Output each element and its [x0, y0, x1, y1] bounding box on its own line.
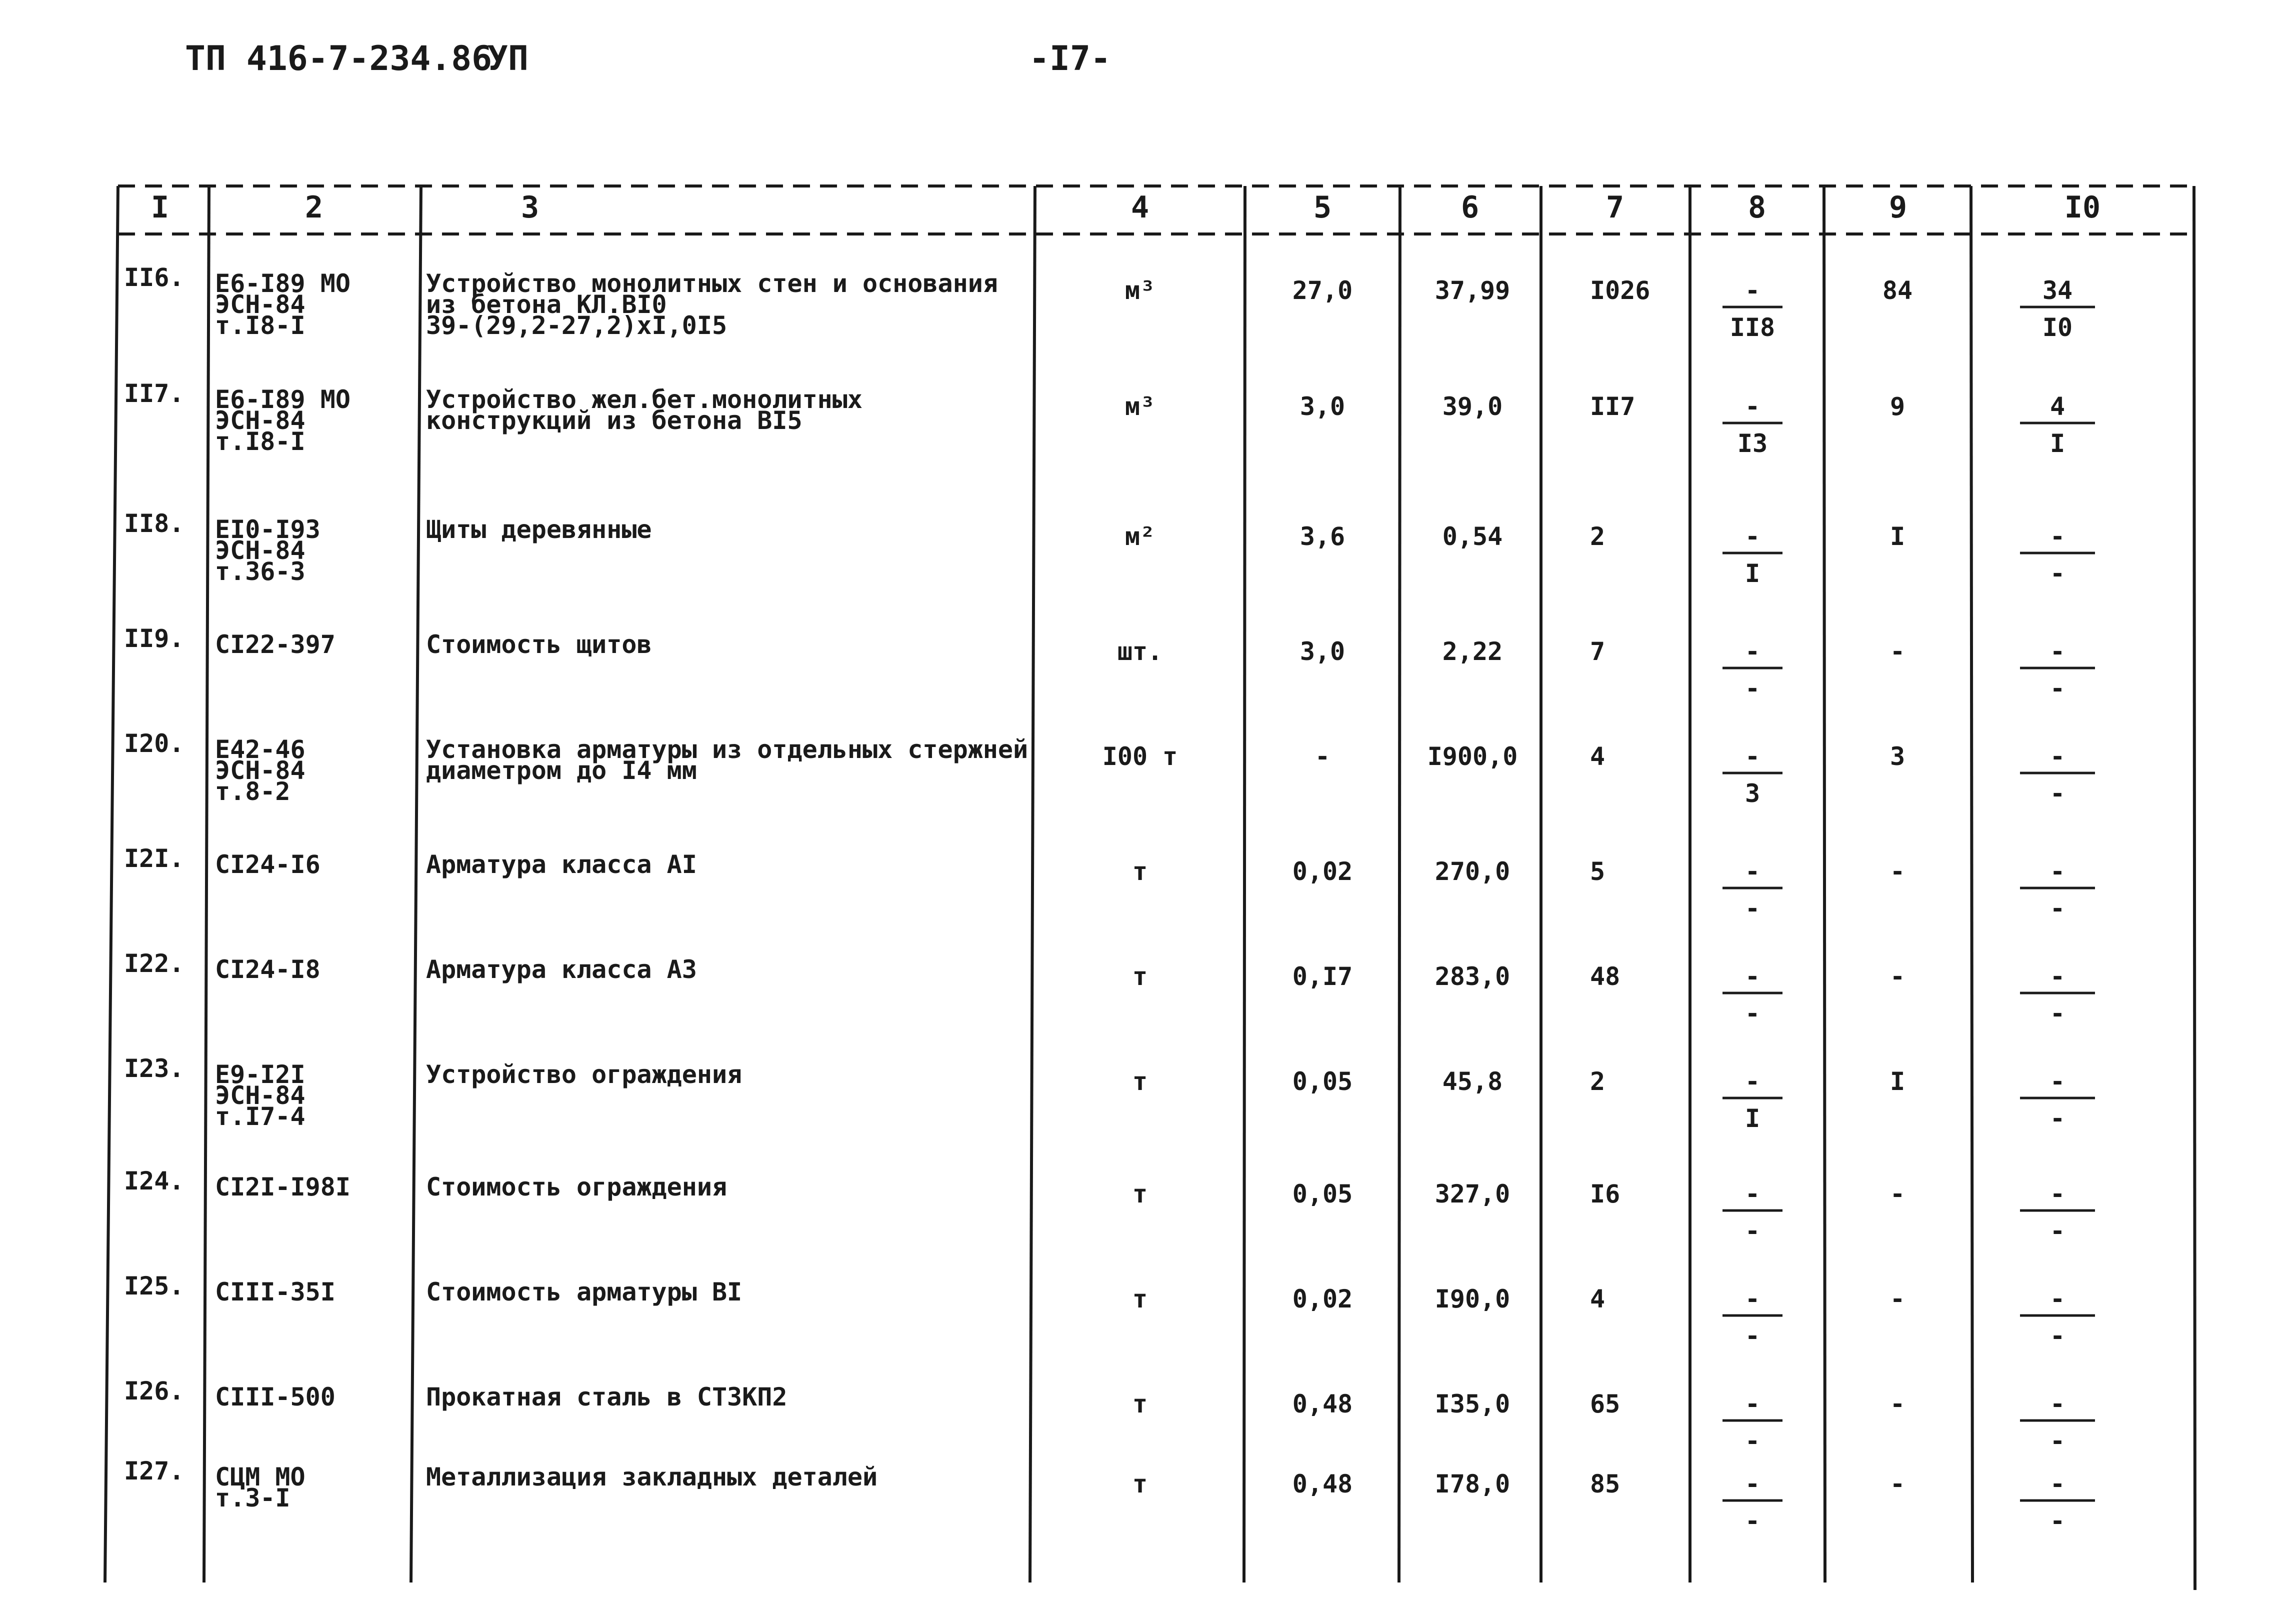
fraction-numerator: - — [2050, 1284, 2066, 1314]
column-8-fraction — [1722, 276, 1782, 342]
unit-price-cell: I35,0 — [1434, 1390, 1510, 1418]
column-10-fraction — [2020, 1470, 2095, 1536]
table-row — [124, 949, 2095, 1028]
work-name-line: Прокатная сталь в СТ3КП2 — [426, 1382, 788, 1412]
work-name-line: конструкций из бетона ВI5 — [426, 406, 802, 435]
column-8-fraction — [1722, 962, 1782, 1028]
total-cost-cell: 7 — [1590, 637, 1606, 666]
column-9-cell: - — [1890, 1390, 1906, 1418]
row-number: I26. — [124, 1376, 184, 1406]
fraction-denominator: 3 — [1744, 779, 1760, 808]
fraction-numerator: - — [1744, 1284, 1760, 1314]
fraction-denominator: I3 — [1737, 429, 1768, 458]
column-9-cell: - — [1890, 962, 1906, 991]
work-name-line: Стоимость щитов — [426, 630, 652, 659]
column-10-fraction — [2020, 522, 2095, 588]
column-10-fraction — [2020, 392, 2095, 458]
unit-price-cell: 270,0 — [1434, 857, 1510, 886]
column-number: 2 — [304, 190, 324, 225]
document-code: ТП 416-7-234.86 — [185, 39, 492, 78]
unit-price-cell: 2,22 — [1442, 637, 1503, 666]
column-number: I — [150, 190, 170, 225]
fraction-denominator: - — [2050, 559, 2066, 588]
unit-cell: м² — [1124, 522, 1156, 551]
unit-cell: т — [1132, 1284, 1148, 1314]
total-cost-cell: 48 — [1590, 962, 1620, 991]
unit-price-cell: 45,8 — [1442, 1067, 1503, 1096]
column-9-cell: - — [1890, 1284, 1906, 1314]
total-cost-cell: 85 — [1590, 1470, 1620, 1498]
unit-cell: т — [1132, 1470, 1148, 1498]
fraction-denominator: - — [2050, 674, 2066, 703]
column-number: 7 — [1606, 190, 1624, 225]
work-name-line: диаметром до I4 мм — [426, 756, 697, 785]
quantity-cell: 3,0 — [1300, 637, 1346, 666]
norm-code-line: т.36-3 — [215, 557, 306, 586]
unit-price-cell: I78,0 — [1434, 1470, 1510, 1498]
column-border — [105, 186, 118, 1582]
row-number: II9. — [124, 624, 184, 653]
unit-cell: м³ — [1124, 276, 1156, 305]
column-9-cell: 3 — [1890, 742, 1906, 771]
column-8-fraction — [1722, 1180, 1782, 1246]
album-number: УП — [488, 39, 528, 78]
norm-code-line: Е42-46 — [215, 735, 306, 764]
table-row — [124, 729, 2095, 808]
column-9-cell: - — [1890, 637, 1906, 666]
total-cost-cell: 2 — [1590, 1067, 1606, 1096]
row-number: I23. — [124, 1054, 184, 1083]
quantity-cell: 0,48 — [1292, 1470, 1353, 1498]
column-8-fraction — [1722, 857, 1782, 923]
row-number: I22. — [124, 949, 184, 978]
column-8-fraction — [1722, 1067, 1782, 1133]
quantity-cell: 0,48 — [1292, 1390, 1353, 1418]
unit-cell: т — [1132, 1180, 1148, 1208]
row-number: I27. — [124, 1456, 184, 1486]
column-10-fraction — [2020, 742, 2095, 808]
column-8-fraction — [1722, 637, 1782, 703]
fraction-denominator: - — [1744, 1506, 1760, 1536]
unit-price-cell: I900,0 — [1427, 742, 1518, 771]
column-9-cell: I — [1890, 522, 1906, 551]
norm-code-line: СI2I-I98I — [215, 1172, 350, 1202]
fraction-numerator: - — [1744, 392, 1760, 421]
unit-cell: I00 т — [1102, 742, 1178, 771]
fraction-denominator: - — [1744, 1426, 1760, 1456]
unit-cell: т — [1132, 1067, 1148, 1096]
fraction-denominator: - — [2050, 779, 2066, 808]
quantity-cell: 0,I7 — [1292, 962, 1353, 991]
unit-price-cell: I90,0 — [1434, 1284, 1510, 1314]
work-name-line: 39-(29,2-27,2)хI,0I5 — [426, 311, 728, 340]
column-number: 5 — [1313, 190, 1332, 225]
column-10-fraction — [2020, 1390, 2095, 1456]
fraction-denominator: - — [2050, 1426, 2066, 1456]
work-name-line: Устройство жел.бет.монолитных — [426, 385, 862, 414]
unit-cell: т — [1132, 1390, 1148, 1418]
table-row — [124, 624, 2095, 703]
column-9-cell: - — [1890, 857, 1906, 886]
fraction-numerator: - — [1744, 1067, 1760, 1096]
quantity-cell: 27,0 — [1292, 276, 1353, 305]
fraction-numerator: - — [1744, 1180, 1760, 1208]
norm-code-line: Е6-I89 МО — [215, 269, 350, 298]
fraction-numerator: - — [2050, 637, 2066, 666]
column-8-fraction — [1722, 522, 1782, 588]
work-name-line: Арматура класса А3 — [426, 955, 697, 984]
norm-code-line: СI24-I8 — [215, 955, 320, 984]
column-10-fraction — [2020, 1284, 2095, 1350]
quantity-cell: - — [1314, 742, 1330, 771]
fraction-numerator: 34 — [2042, 276, 2073, 305]
row-number: I24. — [124, 1166, 184, 1196]
fraction-numerator: - — [2050, 522, 2066, 551]
row-number: I25. — [124, 1272, 184, 1300]
work-name-line: Устройство монолитных стен и основания — [426, 269, 998, 298]
fraction-denominator: - — [2050, 894, 2066, 923]
column-border — [2194, 186, 2195, 1590]
column-border — [1399, 186, 1400, 1582]
fraction-denominator: I — [2050, 429, 2066, 458]
column-9-cell: 9 — [1890, 392, 1906, 421]
work-name-line: Установка арматуры из отдельных стержней — [426, 735, 1028, 764]
total-cost-cell: 4 — [1590, 742, 1606, 771]
norm-code-line: СЦМ МО — [215, 1462, 306, 1492]
column-border — [1824, 186, 1825, 1582]
fraction-denominator: II8 — [1730, 313, 1776, 342]
table-row — [124, 1166, 2095, 1246]
fraction-numerator: - — [2050, 857, 2066, 886]
column-9-cell: I — [1890, 1067, 1906, 1096]
column-border — [411, 186, 421, 1582]
table-row — [124, 1054, 2095, 1133]
work-name-line: из бетона КЛ.ВI0 — [426, 290, 667, 319]
fraction-numerator: 4 — [2050, 392, 2066, 421]
quantity-cell: 0,02 — [1292, 1284, 1353, 1314]
work-name-line: Стоимость ограждения — [426, 1172, 728, 1202]
norm-code-line: Е6-I89 МО — [215, 385, 350, 414]
unit-cell: т — [1132, 962, 1148, 991]
fraction-denominator: - — [1744, 1322, 1760, 1350]
fraction-numerator: - — [2050, 1067, 2066, 1096]
norm-code-line: ЭСН-84 — [215, 290, 306, 319]
fraction-numerator: - — [1744, 742, 1760, 771]
work-name-line: Устройство ограждения — [426, 1060, 742, 1089]
fraction-numerator: - — [1744, 637, 1760, 666]
total-cost-cell: 5 — [1590, 857, 1606, 886]
unit-price-cell: 327,0 — [1434, 1180, 1510, 1208]
fraction-denominator: I — [1744, 559, 1760, 588]
column-10-fraction — [2020, 1180, 2095, 1246]
table-row — [124, 1272, 2095, 1350]
unit-price-cell: 283,0 — [1434, 962, 1510, 991]
norm-code-line: ЕI0-I93 — [215, 515, 320, 544]
column-8-fraction — [1722, 1284, 1782, 1350]
table-row — [124, 1376, 2095, 1456]
column-border — [1030, 186, 1035, 1582]
total-cost-cell: II7 — [1590, 392, 1636, 421]
fraction-denominator: - — [1744, 894, 1760, 923]
unit-price-cell: 39,0 — [1442, 392, 1503, 421]
column-number: 8 — [1748, 190, 1766, 225]
column-10-fraction — [2020, 962, 2095, 1028]
column-number: 6 — [1460, 190, 1480, 225]
fraction-denominator: - — [1744, 999, 1760, 1028]
row-number: II8. — [124, 509, 184, 538]
unit-cell: т — [1132, 857, 1148, 886]
norm-code-line: т.I7-4 — [215, 1102, 306, 1131]
norm-code-line: т.3-I — [215, 1484, 290, 1512]
total-cost-cell: I026 — [1590, 276, 1650, 305]
column-8-fraction — [1722, 742, 1782, 808]
column-8-fraction — [1722, 1470, 1782, 1536]
fraction-denominator: I0 — [2042, 313, 2073, 342]
quantity-cell: 3,0 — [1300, 392, 1346, 421]
column-9-cell: 84 — [1882, 276, 1913, 305]
fraction-numerator: - — [2050, 1180, 2066, 1208]
norm-code-line: СIII-35I — [215, 1278, 336, 1306]
norm-code-line: СI22-397 — [215, 630, 336, 659]
norm-code-line: т.I8-I — [215, 311, 306, 340]
column-9-cell: - — [1890, 1470, 1906, 1498]
norm-code-line: ЭСН-84 — [215, 536, 306, 565]
unit-cell: м³ — [1124, 392, 1156, 421]
quantity-cell: 0,02 — [1292, 857, 1353, 886]
column-border — [1971, 186, 1972, 1582]
work-name-line: Щиты деревянные — [426, 515, 652, 544]
fraction-denominator: I — [1744, 1104, 1760, 1133]
norm-code-line: т.I8-I — [215, 427, 306, 456]
column-8-fraction — [1722, 392, 1782, 458]
column-border — [1244, 186, 1245, 1582]
total-cost-cell: 2 — [1590, 522, 1606, 551]
fraction-numerator: - — [1744, 1470, 1760, 1498]
table-row — [124, 844, 2095, 923]
fraction-numerator: - — [1744, 276, 1760, 305]
column-10-fraction — [2020, 276, 2095, 342]
unit-price-cell: 37,99 — [1434, 276, 1510, 305]
work-name-line: Арматура класса АI — [426, 850, 697, 879]
total-cost-cell: 65 — [1590, 1390, 1620, 1418]
page-number: -I7- — [1029, 39, 1111, 78]
column-border — [204, 186, 209, 1582]
table-row — [124, 1456, 2095, 1536]
row-number: I20. — [124, 729, 184, 758]
column-10-fraction — [2020, 637, 2095, 703]
norm-code-line: т.8-2 — [215, 777, 290, 806]
fraction-numerator: - — [1744, 522, 1760, 551]
column-9-cell: - — [1890, 1180, 1906, 1208]
unit-cell: шт. — [1117, 637, 1163, 666]
quantity-cell: 0,05 — [1292, 1067, 1353, 1096]
column-number: 4 — [1130, 190, 1150, 225]
column-8-fraction — [1722, 1390, 1782, 1456]
work-name-line: Металлизация закладных деталей — [426, 1462, 878, 1492]
fraction-denominator: - — [2050, 999, 2066, 1028]
quantity-cell: 3,6 — [1300, 522, 1346, 551]
total-cost-cell: I6 — [1590, 1180, 1620, 1208]
fraction-numerator: - — [2050, 1390, 2066, 1418]
total-cost-cell: 4 — [1590, 1284, 1606, 1314]
fraction-numerator: - — [2050, 742, 2066, 771]
fraction-denominator: - — [2050, 1104, 2066, 1133]
fraction-denominator: - — [1744, 1216, 1760, 1246]
column-number: 3 — [520, 190, 540, 225]
norm-code-line: Е9-I2I — [215, 1060, 306, 1089]
quantity-cell: 0,05 — [1292, 1180, 1353, 1208]
norm-code-line: ЭСН-84 — [215, 406, 306, 435]
row-number: II6. — [124, 263, 184, 292]
column-number-row — [151, 190, 2100, 225]
column-number: 9 — [1888, 190, 1908, 225]
fraction-denominator: - — [2050, 1216, 2066, 1246]
fraction-numerator: - — [1744, 857, 1760, 886]
fraction-denominator: - — [2050, 1322, 2066, 1350]
norm-code-line: СI24-I6 — [215, 850, 320, 879]
work-name-line: Стоимость арматуры ВI — [426, 1278, 742, 1306]
unit-price-cell: 0,54 — [1442, 522, 1503, 551]
norm-code-line: СIII-500 — [215, 1382, 336, 1412]
fraction-numerator: - — [2050, 962, 2066, 991]
row-number: II7. — [124, 379, 184, 408]
column-10-fraction — [2020, 1067, 2095, 1133]
fraction-denominator: - — [2050, 1506, 2066, 1536]
norm-code-line: ЭСН-84 — [215, 1081, 306, 1110]
column-10-fraction — [2020, 857, 2095, 923]
fraction-numerator: - — [1744, 1390, 1760, 1418]
fraction-numerator: - — [2050, 1470, 2066, 1498]
fraction-denominator: - — [1744, 674, 1760, 703]
column-number: I0 — [2064, 190, 2101, 225]
fraction-numerator: - — [1744, 962, 1760, 991]
norm-code-line: ЭСН-84 — [215, 756, 306, 785]
row-number: I2I. — [124, 844, 184, 873]
